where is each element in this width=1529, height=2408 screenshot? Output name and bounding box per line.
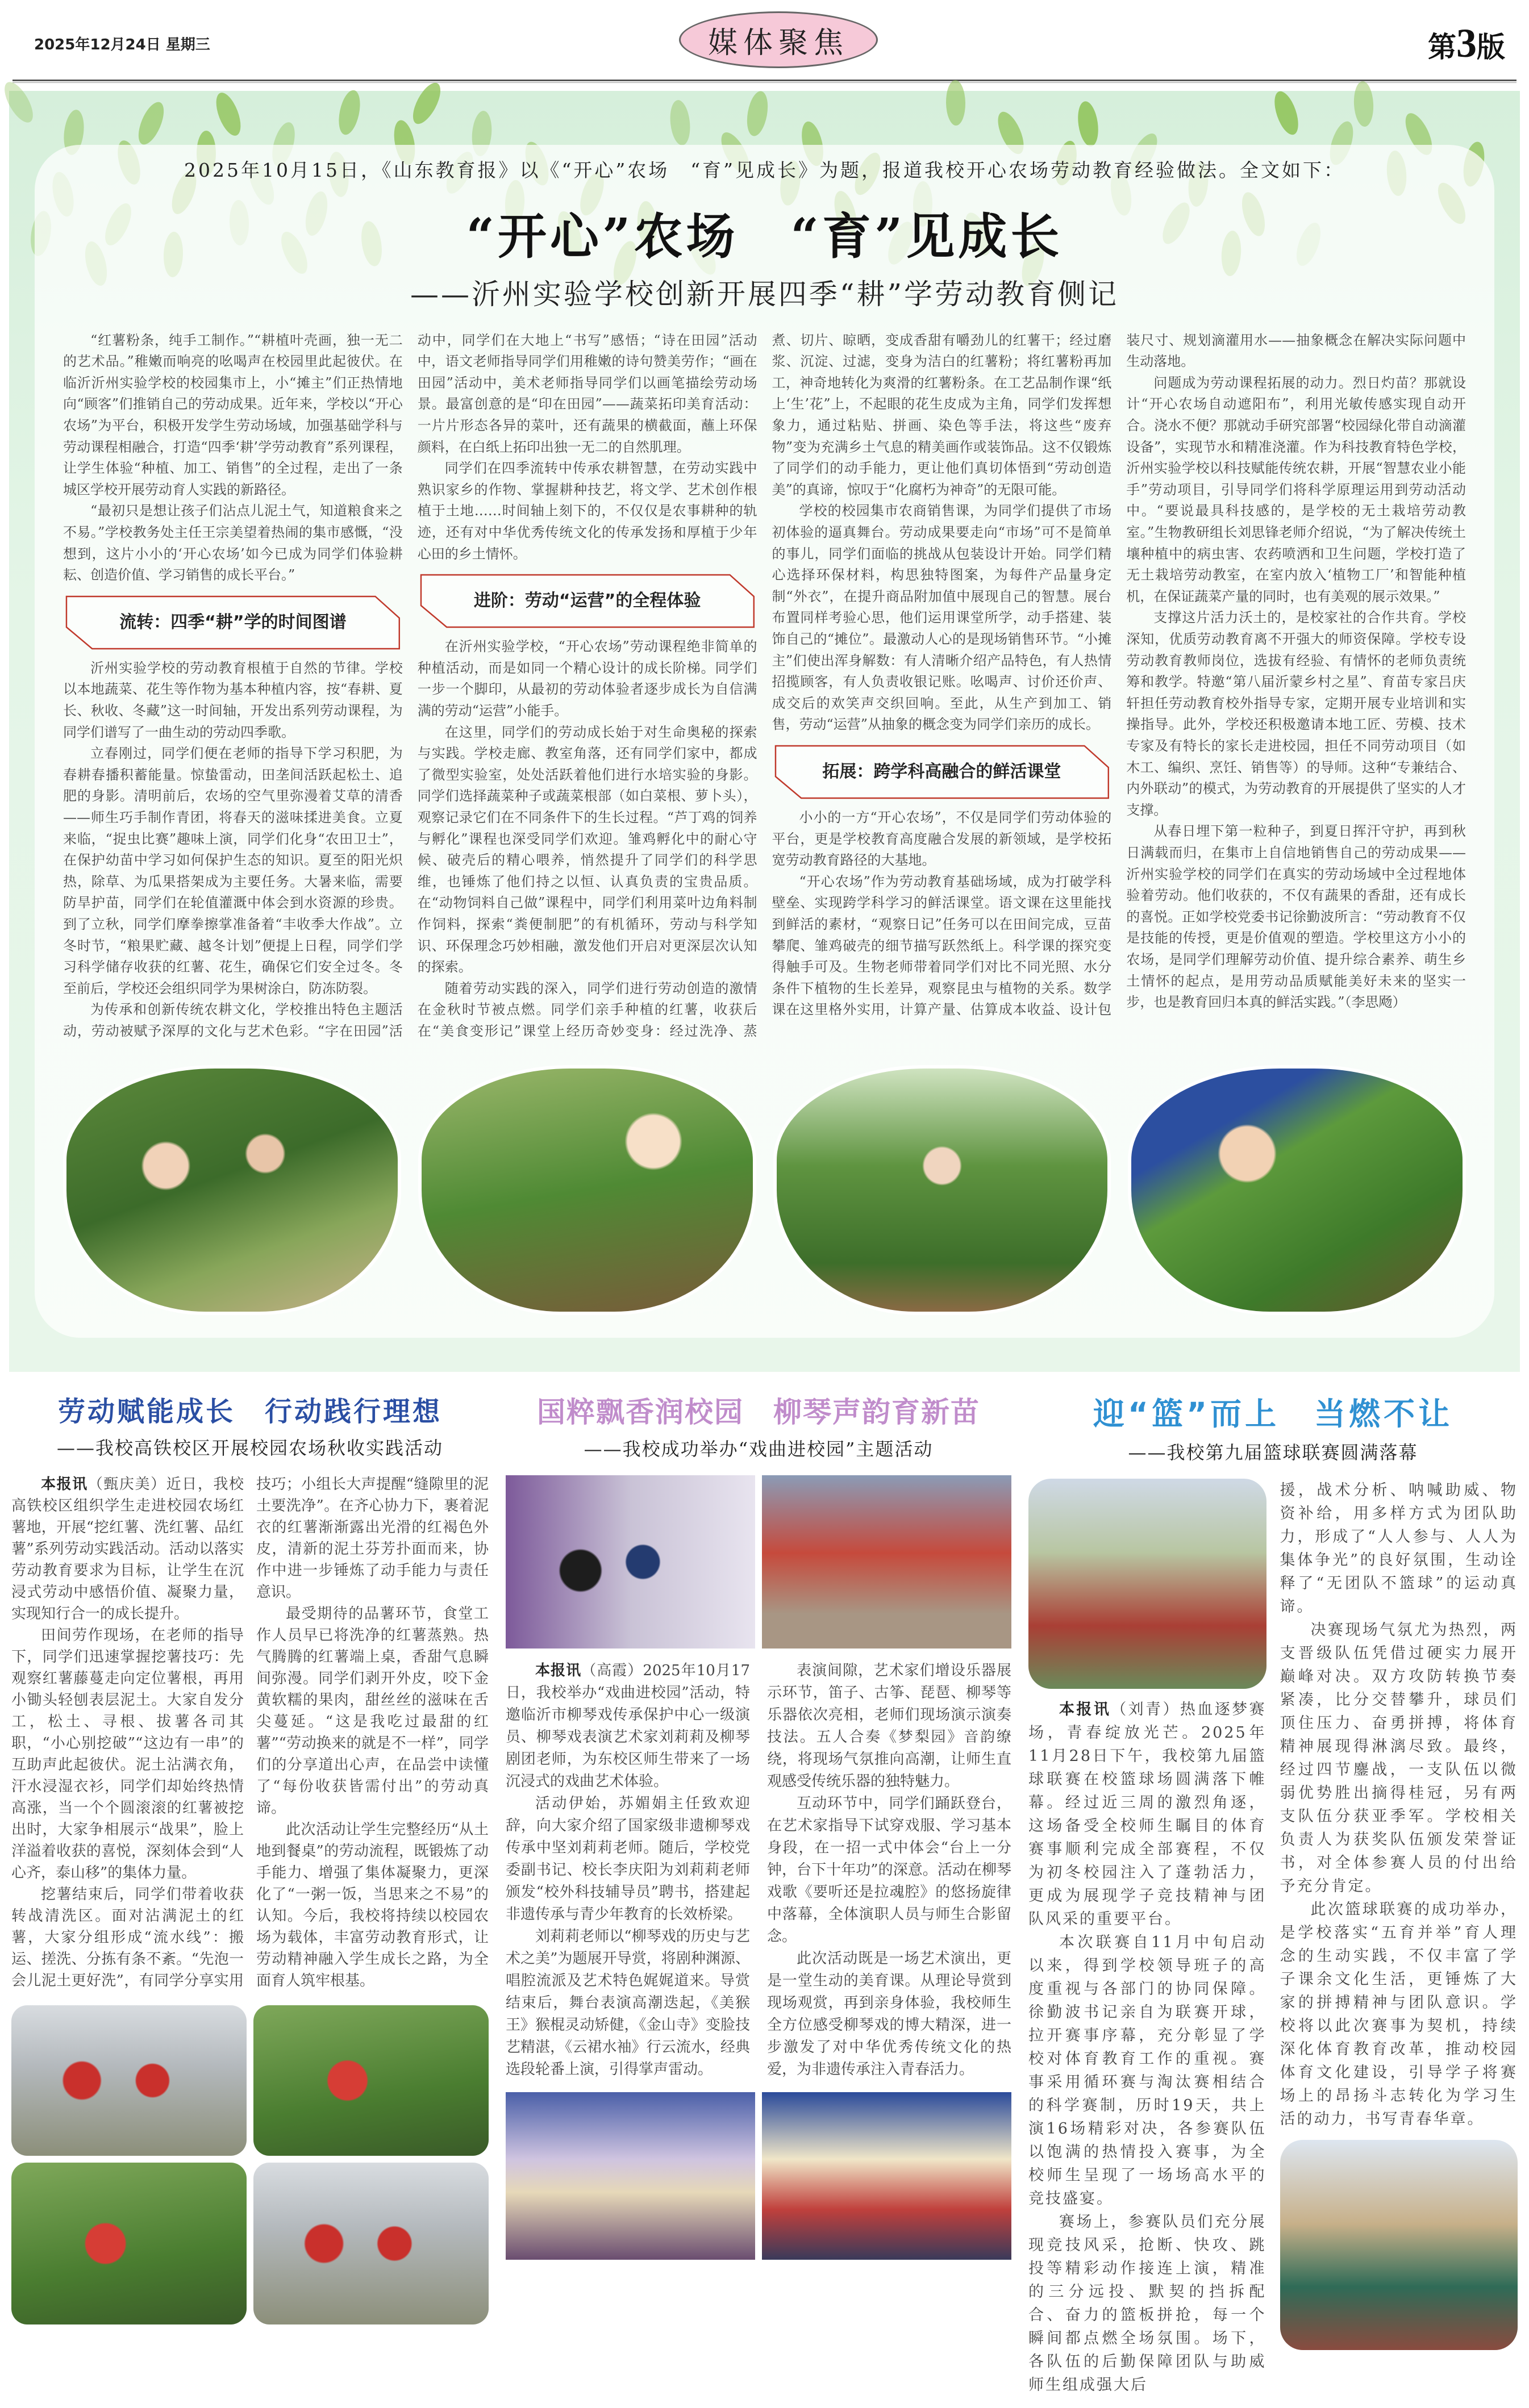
leaf-icon — [134, 99, 169, 148]
feature-body — [63, 330, 1466, 1042]
leaf-icon — [1270, 89, 1303, 138]
paragraph: 小小的一方“开心农场”，不仅是同学们劳动体验的平台，更是学校教育高度融合发展的新领域，是学校拓宽劳动教育路径的大基地。 — [772, 809, 1112, 869]
section-heading — [65, 595, 401, 650]
paragraph-text: （高霞）2025年10月17日，我校举办“戏曲进校园”活动，特邀临沂市柳琴戏传承保护中心一级演员、柳琴戏表演艺术家刘莉莉及柳琴剧团老师，为东校区师生带来了一场沉浸式的戏曲艺术体验。 — [506, 1662, 750, 1790]
photo-auditorium-audience — [506, 2092, 755, 2260]
header-rule — [13, 80, 1516, 83]
opera-article-body — [506, 1660, 1011, 2081]
paragraph: 为传承和创新传统农耕文化，学校推出特色主题活动，劳动被赋予深厚的文化与艺术色彩。“字在田园”活动中，同学们在大地上“书写”感悟；“诗在田园”活动中，语文老师指导同学们用稚嫩的诗句赞美劳作；“画在田园”活动中，美术老师指导同学们以画笔描绘劳动场景。最富创意的是“印在田园”——蔬菜拓印美育活动：一片片形态各异的菜叶，还有蔬果的横截面，蘸上环保颜料，在白纸上拓印出独一无二的自然肌理。 — [63, 332, 757, 1039]
labor-article-body — [11, 1474, 489, 1992]
paragraph — [256, 1603, 489, 1819]
paragraph — [1280, 1479, 1518, 1618]
paragraph: “开心农场”作为劳动教育基础场域，成为打破学科壁垒、实现跨学科学习的鲜活课堂。语文课在这里能找到鲜活的素材，“观察日记”任务可以在田间完成，豆苗攀爬、雏鸡破壳的细节描写跃然纸上。科学课的探究变得触手可及。生物老师带着同学们对比不同光照、水分条件下植物的生长差异，观察昆虫与植物的关系。数学课在这里格外实用，计算产量、估算成本收益、设计包装尺寸、规划滴灌用水——抽象概念在解决实际问题中生动落地。 — [772, 332, 1466, 1018]
labor-article — [11, 1395, 489, 2397]
feature-photo-row — [63, 1065, 1466, 1315]
paragraph — [767, 1948, 1011, 2081]
page-header — [13, 0, 1516, 80]
photo-basketball-game — [1280, 2140, 1518, 2350]
paragraph-text: 活动伊始，苏媚娟主任致欢迎辞，向大家介绍了国家级非遗柳琴戏传承中坚刘莉莉老师。随后，学校党委副书记、校长李庆阳为刘莉莉老师颁发“校外科技辅导员”聘书，搭建起非遗传承与青少年教育的长效桥梁。 — [506, 1794, 750, 1923]
section-heading-label: 流转：四季“耕”学的时间图谱 — [119, 612, 347, 633]
paragraph-text: 决赛现场气氛尤为热烈，两支晋级队伍凭借过硬实力展开巅峰对决。双方攻防转换节奏紧凑，比分交替攀升，球员们顶住压力、奋勇拼搏，将体育精神展现得淋漓尽致。最终，经过四节鏖战，一支队伍以微弱优势胜出摘得桂冠，另有两支队伍分获亚季军。学校相关负责人为获奖队伍颁发荣誉证书，对全体参赛人员的付出给予充分肯定。 — [1280, 1621, 1518, 1895]
paragraph: 同学们在四季流转中传承农耕智慧，在劳动实践中熟识家乡的作物、掌握耕种技艺，将文学、艺术创作根植于土地……时间轴上刻下的，不仅仅是农事耕种的轨迹，还有对中华优秀传统文化的传承发扬和厚植于少年心田的乡土情怀。 — [417, 460, 757, 562]
feature-headline: “开心”农场 “育”见成长 — [466, 207, 1063, 265]
leaf-icon — [668, 99, 692, 146]
basketball-right-stack — [1280, 1479, 1518, 2397]
photo-girl-reading-garden — [418, 1065, 756, 1315]
basketball-article — [1028, 1395, 1518, 2397]
page-suffix: 版 — [1477, 30, 1505, 64]
paragraph — [256, 1819, 489, 1992]
paragraph-text: 此次篮球联赛的成功举办，是学校落实“五育并举”育人理念的生动实践，不仅丰富了学子课余文化生活，更锤炼了大家的拼搏精神与团队意识。学校将以此次赛事为契机，持续深化体育教育改革，推动校园体育文化建设，引导学子将赛场上的昂扬斗志转化为学习生活的动力，书写青春华章。 — [1280, 1900, 1518, 2128]
paragraph-text: 此次活动让学生完整经历“从土地到餐桌”的劳动流程，既锻炼了动手能力、增强了集体凝聚力，更深化了“一粥一饭，当思来之不易”的认知。今后，我校将持续以校园农场为载体，丰富劳动教育形式，让劳动精神融入学生成长之路，为全面育人筑牢根基。 — [256, 1821, 489, 1990]
section-heading — [420, 574, 755, 628]
paragraph: 在沂州实验学校，“开心农场”劳动课程绝非简单的种植活动，而是如同一个精心设计的成长阶梯。同学们一步一个脚印，从最初的劳动体验者逐步成长为自信满满的劳动“运营”小能手。 — [417, 638, 757, 719]
photo-boy-with-vegetables — [1128, 1065, 1466, 1315]
paragraph-text: 本次联赛自11月中旬启动以来，得到学校领导班子的高度重视与各部门的协同保障。徐勤波书记亲自为联赛开球，拉开赛事序幕，充分彰显了学校对体育教育工作的重视。赛事采用循环赛与淘汰赛相结合的科学赛制，历时19天，共上演16场精彩对决，各参赛队伍以饱满的热情投入赛事，为全校师生呈现了一场场高水平的竞技盛宴。 — [1028, 1933, 1266, 2207]
opera-photo-row-top — [506, 1475, 1011, 1649]
paragraph-text: （甄庆美）近日，我校高铁校区组织学生走进校园农场红薯地，开展“挖红薯、洗红薯、品红薯”系列劳动实践活动。活动以落实劳动教育要求为目标，让学生在沉浸式劳动中感悟价值、凝聚力量，实现知行合一的成长提升。 — [11, 1476, 244, 1623]
paragraph — [767, 1660, 1011, 1793]
photo-students-red-uniforms — [11, 2005, 247, 2156]
photo-students-harvest — [63, 1065, 401, 1315]
paragraph: “红薯粉条，纯手工制作。”“耕植叶壳画，独一无二的艺术品。”稚嫩而响亮的吆喝声在校园里此起彼伏。在临沂沂州实验学校的校园集市上，小“摊主”们正热情地向“顾客”们推销自己的劳动成果。近年来，学校以“开心农场”为平台，积极开发学生劳动场域，加强基础学科与劳动课程相融合，打造“四季‘耕’学劳动教育”系列课程，让学生体验“种植、加工、销售”的全过程，走出了一条城区学校开展劳动育人实践的新路径。 — [63, 332, 403, 498]
paragraph — [11, 1625, 244, 1884]
section-masthead — [679, 11, 878, 68]
paragraph-text: 刘莉莉老师以“柳琴戏的历史与艺术之美”为题展开导赏，将剧种渊源、唱腔流派及艺术特色娓娓道来。导赏结束后，舞台表演高潮迭起，《美猴王》猴棍灵动矫健，《金山寺》变脸技艺精湛，《云裙水袖》行云流水，经典选段轮番上演，引得掌声雷动。 — [506, 1927, 750, 2078]
section-heading-label: 拓展：跨学科高融合的鲜活课堂 — [822, 762, 1061, 782]
byline-label: 本报讯 — [535, 1662, 582, 1679]
photo-students-field — [11, 2163, 247, 2324]
opera-article-subtitle: ——我校成功举办“戏曲进校园”主题活动 — [584, 1438, 934, 1460]
photo-certificate-presentation — [506, 1475, 755, 1649]
issue-date: 2025年12月24日 星期三 — [34, 36, 210, 53]
photo-group-on-stage — [762, 2092, 1011, 2260]
opera-article — [506, 1395, 1011, 2397]
paragraph: 支撑这片活力沃土的，是校家社的合作共育。学校深知，优质劳动教育离不开强大的师资保障。学校专设劳动教育教师岗位，选拔有经验、有情怀的老师负责统筹和教学。特邀“第八届沂蒙乡村之星”、育苗专家吕庆轩担任劳动教育校外指导专家，定期开展专业培训和实操指导。此外，学校还积极邀请本地工匠、劳模、技术专家及有特长的家长走进校园，担任不同劳动项目（如木工、编织、烹饪、销售等）的导师。这种“专兼结合、内外联动”的模式，为劳动教育的开展提供了坚实的人才支撑。 — [1126, 610, 1466, 818]
paragraph-text: 赛场上，参赛队员们充分展现竞技风采，抢断、快攻、跳投等精彩动作接连上演，精准的三分远投、默契的挡拆配合、奋力的篮板拼抢，每一个瞬间都点燃全场氛围。场下，各队伍的后勤保障团队与助威师生组成强大后 — [1028, 2213, 1266, 2394]
basketball-article-subtitle: ——我校第九届篮球联赛圆满落幕 — [1128, 1442, 1418, 1464]
paragraph — [1280, 1618, 1518, 1898]
basketball-article-column-1 — [1028, 1698, 1266, 2397]
feature-inner-panel — [35, 145, 1494, 1338]
opera-article-title: 国粹飘香润校园 柳琴声韵育新苗 — [537, 1395, 980, 1429]
feature-panel — [9, 91, 1520, 1372]
paragraph — [506, 1926, 750, 2081]
labor-photo-grid — [11, 2005, 489, 2324]
paragraph: 在这里，同学们的劳动成长始于对生命奥秘的探索与实践。学校走廊、教室角落，还有同学们家中，都成了微型实验室，处处活跃着他们进行水培实验的身影。同学们选择蔬菜种子或蔬菜根部（如白菜根、萝卜头），观察记录它们在不同条件下的生长过程。“芦丁鸡的饲养与孵化”课程也深受同学们欢迎。雏鸡孵化中的耐心守候、破壳后的精心喂养，悄然提升了同学们的科学思维，也锤炼了他们持之以恒、认真负责的宝贵品质。在“动物饲料自己做”课程中，同学们利用菜叶边角料制作饲料，探索“粪便制肥”的有机循环，劳动与科学知识、环保理念巧妙相融，激发他们开启对更深层次认知的探索。 — [417, 724, 757, 975]
paragraph: 问题成为劳动课程拓展的动力。烈日灼苗？那就设计“开心农场自动遮阳布”，利用光敏传感实现自动开合。浇水不便？那就动手研究部署“校园绿化带自动滴灌设备”，实现节水和精准浇灌。作为科技教育特色学校，沂州实验学校以科技赋能传统农耕，开展“智慧农业小能手”劳动项目，引导同学们将科学原理运用到劳动活动中。“要说最具科技感的，是学校的无土栽培劳动教室。”生物教研组长刘思锋老师介绍说，“为了解决传统土壤种植中的病虫害、农药喷洒和卫生问题，学校打造了无土栽培劳动教室，在室内放入‘植物工厂’和智能种植机，在保证蔬菜产量的同时，也有美观的展示效果。” — [1126, 374, 1466, 604]
paragraph — [1028, 1931, 1266, 2210]
leaf-icon — [0, 78, 39, 127]
paragraph: 沂州实验学校的劳动教育根植于自然的节律。学校以本地蔬菜、花生等作物为基本种植内容，按“春耕、夏长、秋收、冬藏”这一时间轴，开发出系列劳动课程，为同学们谱写了一曲生动的劳动四季歌。 — [63, 660, 403, 740]
leaf-icon — [1353, 81, 1374, 127]
paragraph-text: 田间劳作现场，在老师的指导下，同学们迅速掌握挖薯技巧：先观察红薯藤蔓走向定位薯根，再用小锄头轻刨表层泥土。大家自发分工，松土、寻根、拔薯各司其职，“小心别挖破”“这边有一串”的互助声此起彼伏。泥土沾满衣角，汗水浸湿衣衫，同学们却始终热情高涨，当一个个圆滚滚的红薯被挖出时，大家争相展示“战果”，脸上洋溢着收获的喜悦，深刻体会到“人心齐，泰山移”的集体力量。 — [11, 1627, 244, 1882]
basketball-article-body — [1028, 1479, 1518, 2397]
paragraph — [1028, 2210, 1266, 2397]
paragraph — [1028, 1698, 1266, 1931]
feature-intro: 2025年10月15日，《山东教育报》以《“开心”农场 “育”见成长》为题，报道我校开心农场劳动教育经验做法。全文如下： — [184, 159, 1345, 181]
paragraph — [767, 1793, 1011, 1948]
labor-article-subtitle: ——我校高铁校区开展校园农场秋收实践活动 — [56, 1437, 443, 1459]
paragraph — [1280, 1898, 1518, 2131]
paragraph-text: 互动环节中，同学们踊跃登台，在艺术家指导下试穿戏服、学习基本身段，在一招一式中体会“台上一分钟，台下十年功”的深意。活动在柳琴戏歌《要听还是拉魂腔》的悠扬旋律中落幕，全体演职人员与师生合影留念。 — [767, 1794, 1011, 1945]
page-number — [1428, 20, 1505, 67]
basketball-article-title: 迎“篮”而上 当燃不让 — [1093, 1395, 1453, 1432]
leaf-icon — [945, 80, 965, 126]
leaf-icon — [407, 79, 446, 128]
photo-digging-sweet-potatoes — [253, 2005, 489, 2156]
leaf-icon — [335, 88, 364, 136]
feature-subtitle: ——沂州实验学校创新开展四季“耕”学劳动教育侧记 — [410, 277, 1119, 311]
section-heading-label: 进阶：劳动“运营”的全程体验 — [473, 591, 701, 611]
paragraph — [11, 1474, 244, 1625]
paragraph-text: 援，战术分析、呐喊助威、物资补给，用多样方式为团队助力，形成了“人人参与、人人为集体争光”的良好氛围，生动诠释了“无团队不篮球”的运动真谛。 — [1280, 1481, 1518, 1616]
photo-opera-performance — [762, 1475, 1011, 1649]
photo-students-planting — [773, 1065, 1111, 1315]
paragraph-text: 此次活动既是一场艺术演出，更是一堂生动的美育课。从理论导赏到现场观赏，再到亲身体验，我校师生全方位感受柳琴戏的博大精深，进一步激发了对中华优秀传统文化的热爱，为非遗传承注入青春活力。 — [767, 1950, 1011, 2078]
paragraph-text: 最受期待的品薯环节，食堂工作人员早已将洗净的红薯蒸熟。热气腾腾的红薯端上桌，香甜气息瞬间弥漫。同学们剥开外皮，咬下金黄软糯的果肉，甜丝丝的滋味在舌尖蔓延。“这是我吃过最甜的红薯”“劳动换来的就是不一样”，同学们的分享道出心声，在品尝中读懂了“每份收获皆需付出”的劳动真谛。 — [256, 1605, 489, 1817]
opera-photo-row-bottom — [506, 2092, 1011, 2260]
basketball-left-stack — [1028, 1479, 1266, 2397]
paragraph — [506, 1793, 750, 1926]
byline-label: 本报讯 — [41, 1476, 88, 1493]
paragraph: 从春日埋下第一粒种子，到夏日挥汗守护，再到秋日满载而归，在集市上自信地销售自己的劳动成果——沂州实验学校的同学们在真实的劳动场域中全过程地体验着劳动。他们收获的，不仅有蔬果的香甜，还有成长的喜悦。正如学校党委书记徐勤波所言：“劳动教育不仅是技能的传授，更是价值观的塑造。学校里这方小小的农场，是同学们理解劳动价值、提升综合素养、萌生乡土情怀的起点，是用劳动品质赋能美好未来的坚实一步，也是教育回归本真的鲜活实践。”（李思飏） — [1126, 823, 1466, 1011]
byline-label: 本报讯 — [1059, 1700, 1111, 1718]
paragraph: 学校的校园集市农商销售课，为同学们提供了市场初体验的逼真舞台。劳动成果要走向“市场”可不是简单的事儿，同学们面临的挑战从包装设计开始。同学们精心选择环保材料，构思独特图案，为每件产品量身定制“外衣”，在提升商品附加值中展现自己的智慧。展台布置同样考验心思，他们运用课堂所学，动手搭建、装饰自己的“摊位”。最激动人心的是现场销售环节。“小摊主”们使出浑身解数：有人清晰介绍产品特色，有人热情招揽顾客，有人负责收银记账。吆喝声、讨价还价声、成交后的欢笑声交织回响。至此，从生产到加工、销售，劳动“运营”从抽象的概念变为同学们亲历的成长。 — [772, 503, 1112, 733]
paragraph: 立春刚过，同学们便在老师的指导下学习积肥，为春耕春播积蓄能量。惊蛰雷动，田垄间活跃起松土、追肥的身影。清明前后，农场的空气里弥漫着艾草的清香——师生巧手制作青团，将春天的滋味揉进美食。立夏来临，“捉虫比赛”趣味上演，同学们化身“农田卫士”，在保护幼苗中学习如何保护生态的知识。夏至的阳光炽热，除草、为瓜果搭架成为主要任务。大暑来临，需要防旱护苗，同学们在轮值灌溉中体会到水资源的珍贵。到了立秋，同学们摩拳擦掌准备着“丰收季大作战”。立冬时节，“粮果贮藏、越冬计划”便提上日程，同学们学习科学储存收获的红薯、花生，确保它们安全过冬。冬至前后，学校还会组织同学为果树涂白，防冻防裂。 — [63, 745, 403, 996]
leaf-icon — [744, 90, 770, 138]
paragraph: “最初只是想让孩子们沾点儿泥土气，知道粮食来之不易。”学校教务处主任王宗美望着热闹的集市感慨，“没想到，这片小小的‘开心农场’如今已成为同学们体验耕耘、创造价值、学习销售的成长平台。” — [63, 503, 403, 583]
photo-basketball-ceremony — [1028, 1479, 1266, 1689]
basketball-article-column-2 — [1280, 1479, 1518, 2131]
paragraph — [506, 1660, 750, 1793]
masthead-label: 媒体聚焦 — [707, 26, 849, 60]
leaf-icon — [1076, 100, 1101, 148]
bottom-articles — [0, 1372, 1529, 2408]
labor-article-title: 劳动赋能成长 行动践行理想 — [57, 1395, 442, 1428]
page-number-value: 3 — [1456, 20, 1477, 66]
page-prefix: 第 — [1428, 30, 1456, 64]
leaf-icon — [211, 90, 245, 139]
paragraph: 随着劳动实践的深入，同学们进行劳动创造的激情在金秋时节被点燃。同学们亲手种植的红薯，收获后在“美食变形记”课堂上经历奇妙变身：经过洗净、蒸煮、切片、晾晒，变成香甜有嚼劲儿的红薯干；经过磨浆、沉淀、过滤，变身为洁白的红薯粉；将红薯粉再加工，神奇地转化为爽滑的红薯粉条。在工艺品制作课“纸上‘生’花”上，不起眼的花生皮成为主角，同学们发挥想象力，通过粘贴、拼画、染色等手法，将这些“废弃物”变为充满乡土气息的精美画作或装饰品。这不仅锻炼了同学们的动手能力，更让他们真切体悟到“劳动创造美”的真谛，惊叹于“化腐朽为神奇”的无限可能。 — [417, 332, 1112, 1039]
paragraph-text: 表演间隙，艺术家们增设乐器展示环节，笛子、古筝、琵琶、柳琴等乐器依次亮相，老师们现场演示演奏技法。五人合奏《梦梨园》音韵缭绕，将现场气氛推向高潮，让师生直观感受传统乐器的独特魅力。 — [767, 1662, 1011, 1790]
photo-washing-sweet-potatoes — [253, 2163, 489, 2324]
paragraph-text: 挖薯结束后，同学们带着收获转战清洗区。面对沾满泥土的红薯，大家分组形成“流水线”：搬运、搓洗、分拣有条不紊。“先泡一会儿泥土更好洗”，有同学分享实用技巧；小组长大声提醒“缝隙里的泥土要洗净”。在齐心协力下，裹着泥衣的红薯渐渐露出光滑的红褐色外皮，清新的泥土芬芳扑面而来，协作中进一步锤炼了动手能力与责任意识。 — [11, 1476, 489, 1990]
section-heading — [774, 745, 1110, 799]
paragraph-text: （刘青）热血逐梦赛场，青春绽放光芒。2025年11月28日下午，我校第九届篮球联赛在校篮球场圆满落下帷幕。经过近三周的激烈角逐，这场备受全校师生瞩目的体育赛事顺利完成全部赛程，不仅为初冬校园注入了蓬勃活力，更成为展现学子竞技精神与团队风采的重要平台。 — [1028, 1700, 1266, 1928]
